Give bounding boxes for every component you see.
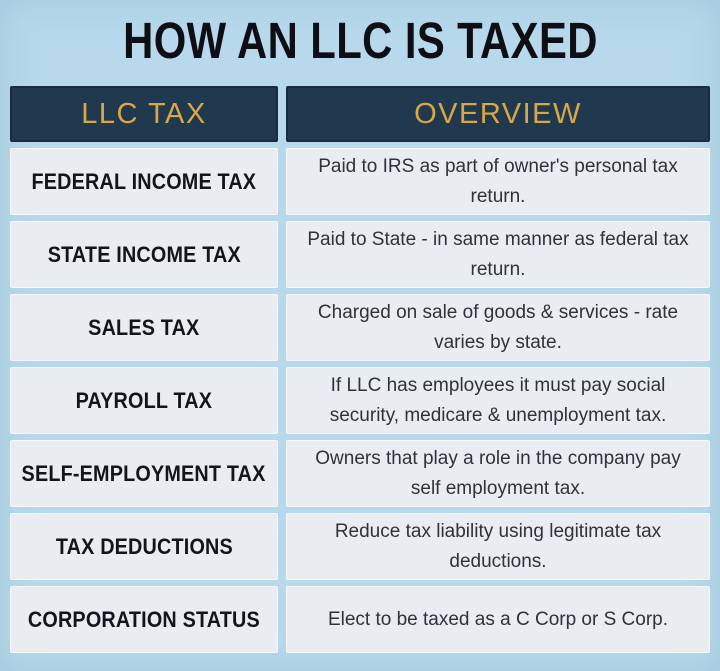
table-row — [10, 513, 710, 580]
table-row — [10, 440, 710, 507]
table-row — [10, 367, 710, 434]
overview-text: Charged on sale of goods & services - rate varies by state. — [317, 301, 679, 353]
overview-cell — [286, 367, 710, 434]
tax-name-cell — [10, 221, 278, 288]
tax-name-cell — [10, 294, 278, 361]
tax-name-cell — [10, 367, 278, 434]
column-header-llc-tax: LLC TAX — [10, 86, 278, 142]
table-row — [10, 294, 710, 361]
overview-cell — [286, 586, 710, 653]
tax-name-label: TAX DEDUCTIONS — [55, 533, 233, 559]
overview-text: Elect to be taxed as a C Corp or S Corp. — [327, 608, 669, 630]
overview-text: Reduce tax liability using legitimate tax deductions. — [334, 520, 662, 572]
tax-name-cell — [10, 586, 278, 653]
table-row — [10, 148, 710, 215]
tax-name-cell — [10, 513, 278, 580]
table-row — [10, 221, 710, 288]
overview-cell — [286, 440, 710, 507]
overview-cell — [286, 148, 710, 215]
overview-cell — [286, 513, 710, 580]
overview-cell — [286, 294, 710, 361]
overview-text: Paid to IRS as part of owner's personal tax return. — [318, 155, 678, 207]
tax-name-cell — [10, 440, 278, 507]
tax-name-label: FEDERAL INCOME TAX — [31, 168, 257, 194]
overview-cell — [286, 221, 710, 288]
infographic-title: HOW AN LLC IS TAXED — [122, 11, 598, 69]
tax-name-label: SELF-EMPLOYMENT TAX — [22, 460, 266, 486]
table-row — [10, 586, 710, 653]
tax-name-cell — [10, 148, 278, 215]
tax-name-label: CORPORATION STATUS — [27, 606, 261, 632]
tax-name-label: STATE INCOME TAX — [47, 241, 241, 267]
table-header-row — [10, 86, 710, 142]
tax-name-label: SALES TAX — [88, 314, 200, 340]
overview-text: If LLC has employees it must pay social security, medicare & unemployment tax. — [329, 374, 667, 426]
column-header-overview: OVERVIEW — [286, 86, 710, 142]
overview-text: Paid to State - in same manner as federal tax return. — [307, 228, 689, 280]
overview-text: Owners that play a role in the company pay self employment tax. — [315, 447, 681, 499]
title-area — [0, 0, 720, 86]
llc-tax-table — [10, 86, 710, 653]
tax-name-label: PAYROLL TAX — [75, 387, 213, 413]
